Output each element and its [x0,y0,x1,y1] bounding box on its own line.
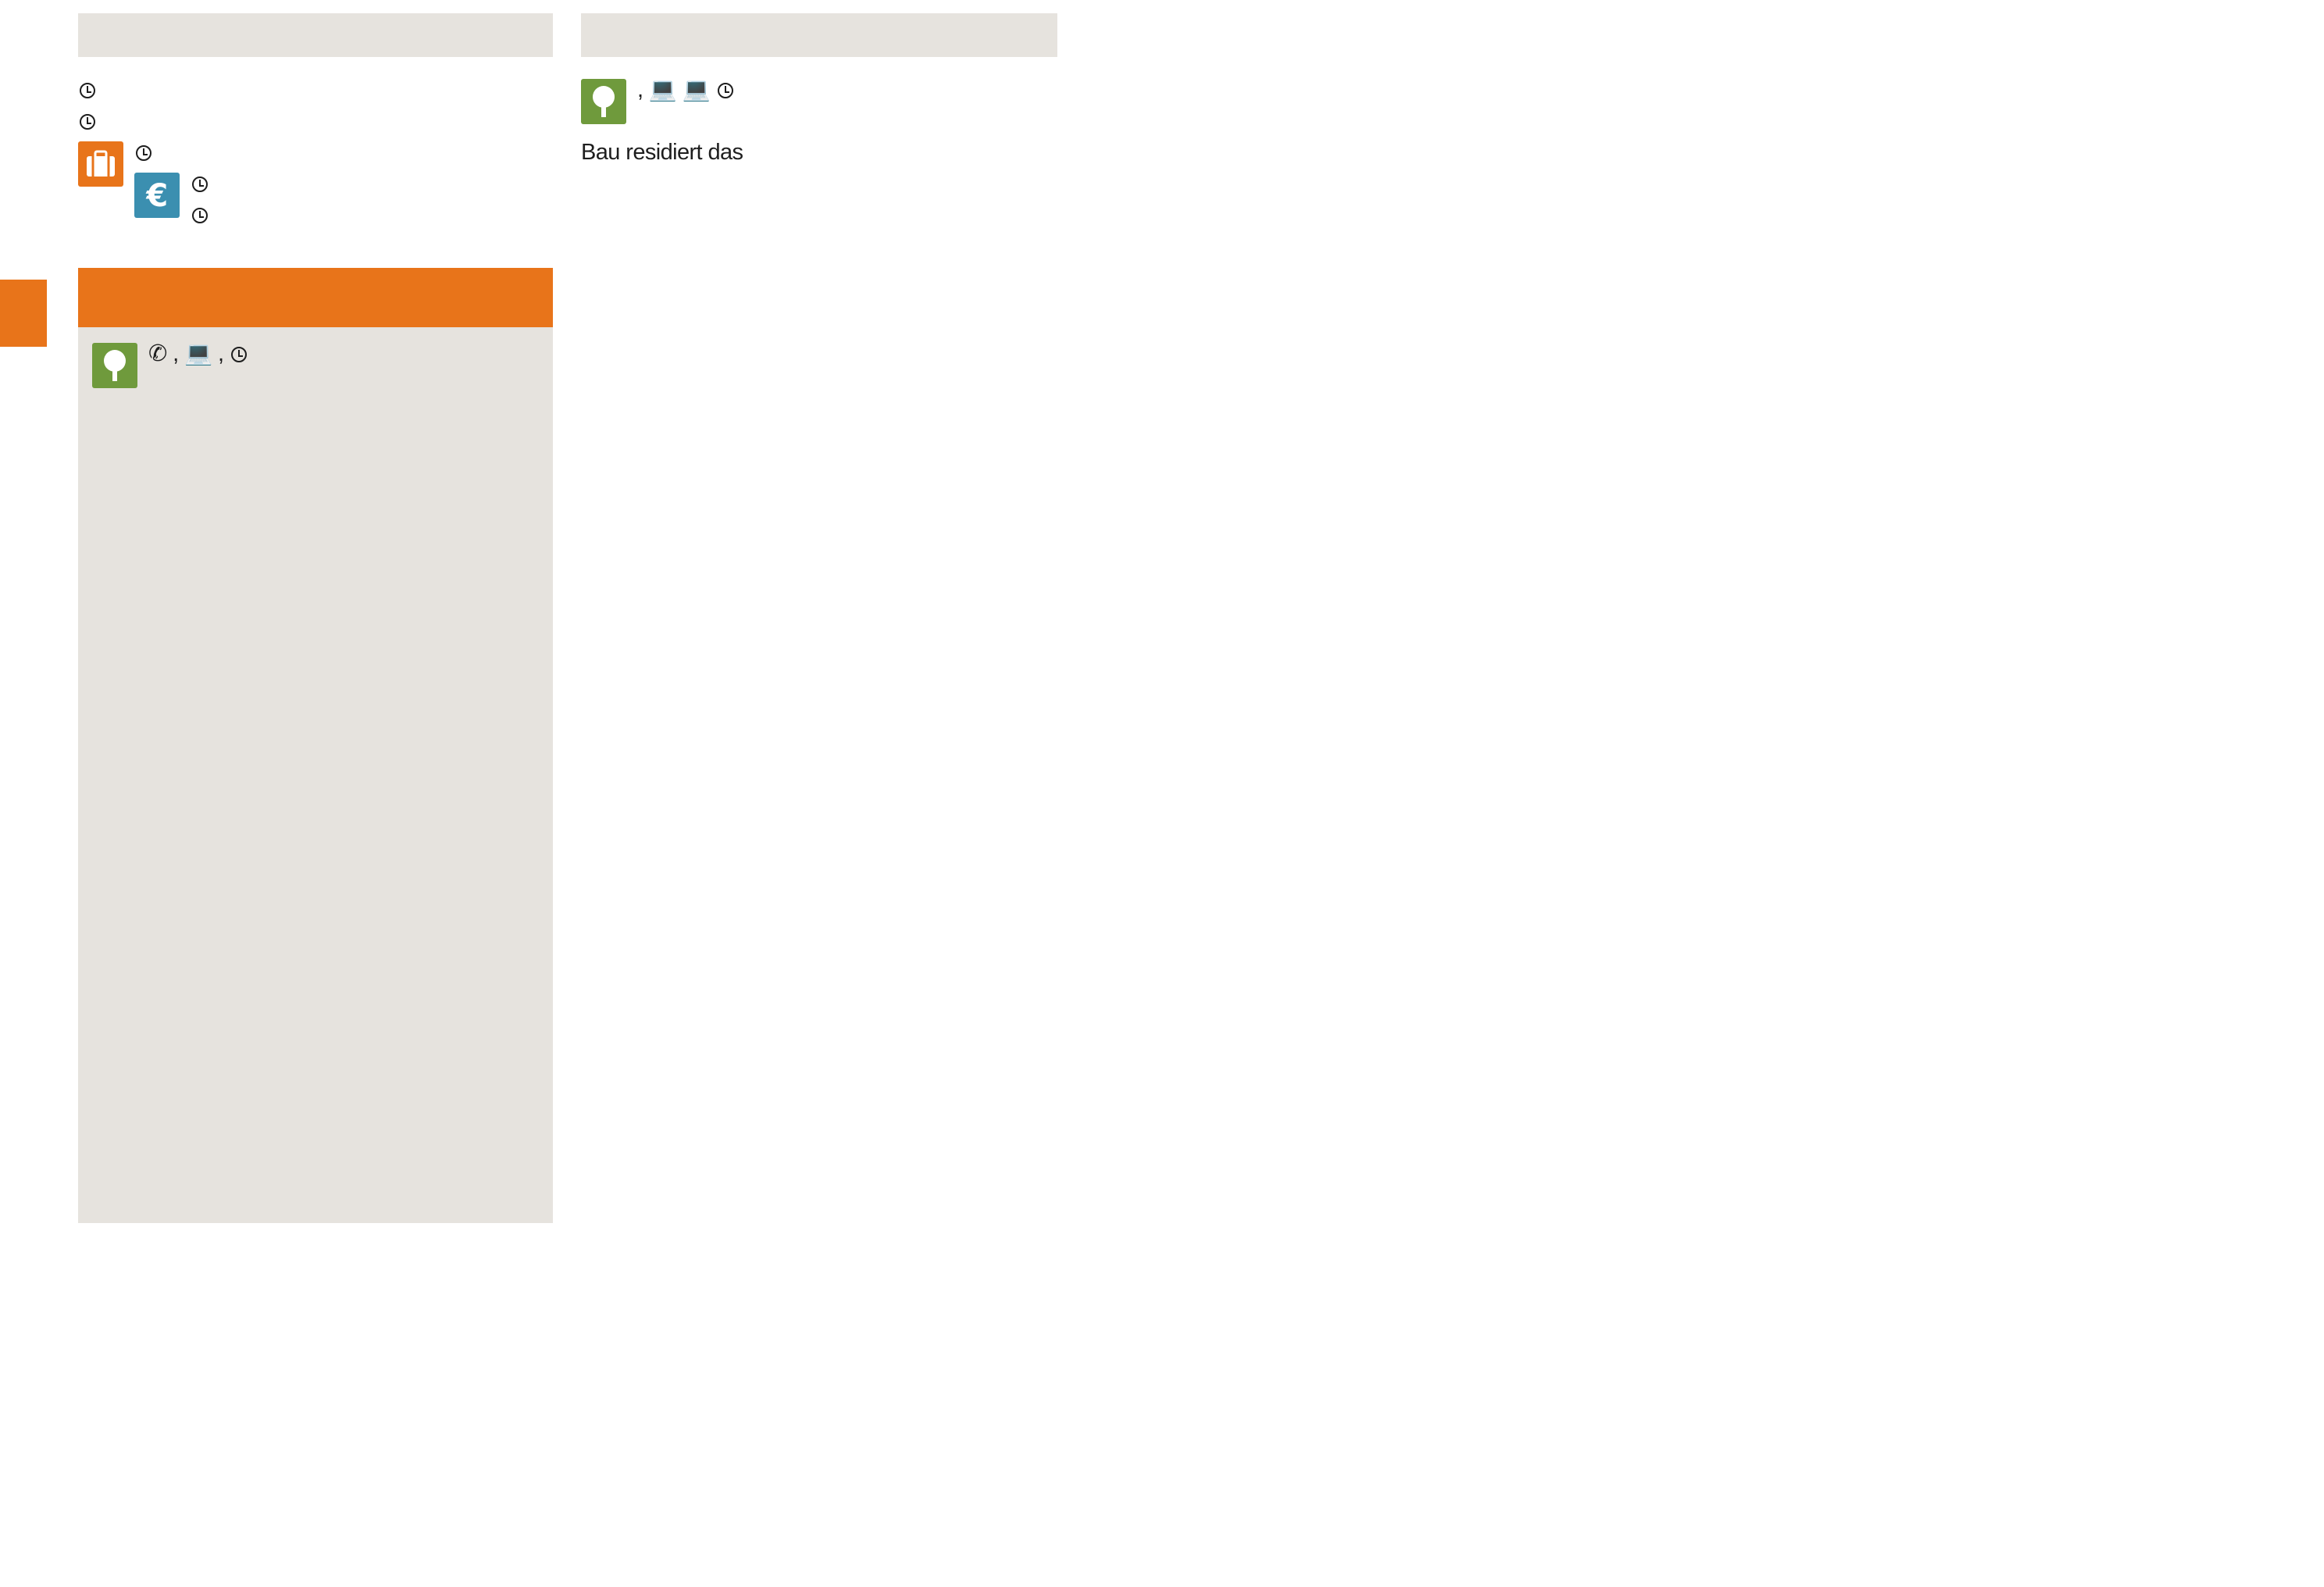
essen-muang-neua [78,105,553,137]
essen-bar-how [78,74,553,105]
clock-icon [192,177,208,192]
gibbon-paragraph-2: ✆ , 💻 , [92,338,539,369]
clock-icon [80,114,95,130]
left-column-1 [78,13,553,1223]
clock-icon [718,83,733,98]
suitcase-icon [78,141,123,187]
essen-heading [78,13,553,57]
clock-icon [192,208,208,223]
phone-icon: ✆ [148,341,173,366]
essen-terrasse [78,137,553,168]
svg-text:€: € [146,178,168,214]
gibbon-body [78,327,553,1223]
reading-elephant: , 💻 💻 [581,74,1057,105]
essen-bokeo [78,168,553,214]
left-column-2 [581,13,1057,168]
laptop-icon: 💻 [682,77,716,102]
clock-icon [80,83,95,98]
tree-icon [581,79,626,124]
side-tab [0,280,47,347]
gibbon-box [78,268,553,1223]
clock-icon [136,145,151,161]
informationen-text: Bau residiert das [581,140,743,165]
clock-icon [231,347,247,362]
euro-icon [134,173,180,218]
sonstiges-heading [581,13,1057,57]
tree-icon [92,343,137,388]
gibbon-heading [78,268,553,327]
laptop-icon: 💻 [648,77,683,102]
laptop-icon: 💻 [184,341,219,366]
